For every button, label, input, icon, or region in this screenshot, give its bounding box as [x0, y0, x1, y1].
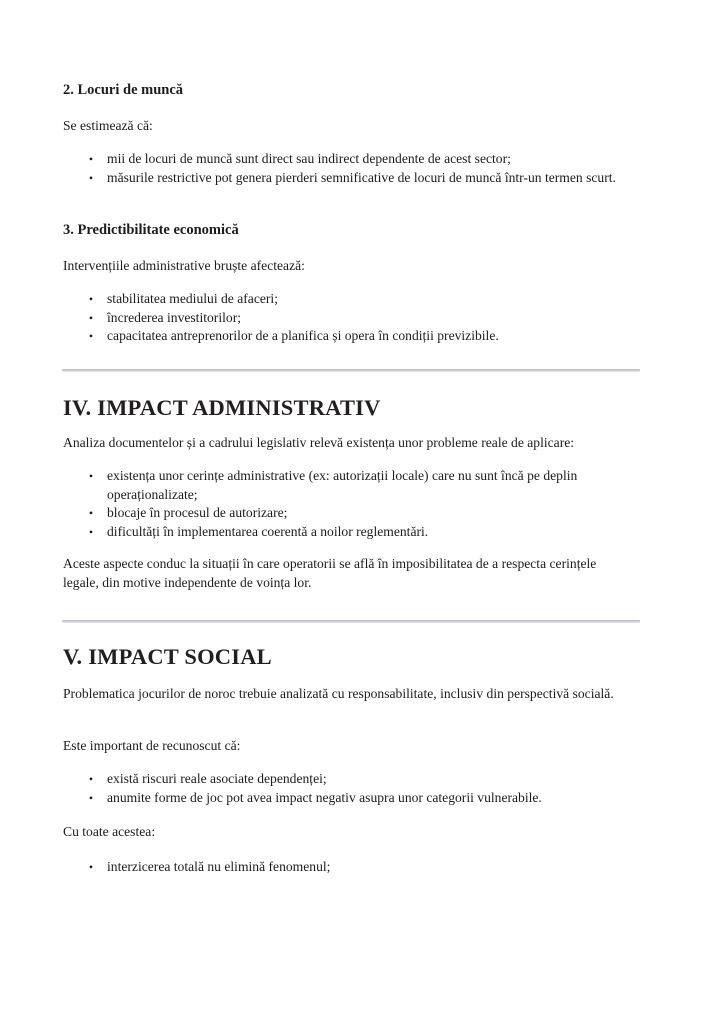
section-2-list	[85, 150, 630, 187]
section-5-title: V. IMPACT SOCIAL	[63, 644, 272, 669]
bullet-icon: •	[88, 152, 94, 166]
section-3-intro: Intervențiile administrative bruște afectează:	[63, 258, 305, 273]
list-item: • măsurile restrictive pot genera pierderi semnificative de locuri de muncă într-un termen scurt.	[85, 169, 630, 188]
bullet-icon: •	[88, 170, 94, 185]
section-divider	[62, 620, 640, 623]
bullet-icon: •	[88, 469, 94, 483]
section-5-intro: Problematica jocurilor de noroc trebuie analizată cu responsabilitate, inclusiv din perspectivă socială.	[63, 686, 614, 701]
section-5-list	[85, 770, 645, 807]
section-2-intro: Se estimează că:	[63, 118, 153, 133]
bullet-icon: •	[88, 524, 94, 539]
list-item: • există riscuri reale asociate dependenței;	[85, 770, 645, 789]
section-3-list	[85, 290, 645, 346]
section-4-conclusion: Aceste aspecte conduc la situații în care operatorii se află în imposibilitatea de a respecta cerințele legale, din motive independente de voința lor.	[63, 556, 597, 590]
section-5-important: Este important de recunoscut că:	[63, 738, 241, 753]
list-item: • interzicerea totală nu elimină fenomenul;	[85, 858, 645, 877]
section-5-list-2	[85, 858, 645, 877]
bullet-icon: •	[88, 329, 94, 343]
list-item: • anumite forme de joc pot avea impact negativ asupra unor categorii vulnerabile.	[85, 789, 645, 808]
section-5-however: Cu toate acestea:	[63, 824, 156, 839]
list-item: • blocaje în procesul de autorizare;	[85, 504, 630, 523]
section-4-title: IV. IMPACT ADMINISTRATIV	[63, 395, 381, 420]
list-item: • capacitatea antreprenorilor de a planifica și opera în condiții previzibile.	[85, 327, 645, 346]
bullet-icon: •	[88, 310, 94, 325]
bullet-icon: •	[88, 506, 94, 520]
section-divider	[62, 369, 640, 372]
list-item: • stabilitatea mediului de afaceri;	[85, 290, 645, 309]
list-item: • încrederea investitorilor;	[85, 309, 645, 328]
list-item: • mii de locuri de muncă sunt direct sau indirect dependente de acest sector;	[85, 150, 630, 169]
list-item: • dificultăți în implementarea coerentă a noilor reglementări.	[85, 523, 630, 542]
bullet-icon: •	[88, 772, 94, 786]
section-4-intro: Analiza documentelor și a cadrului legislativ relevă existența unor probleme reale de aplicare:	[63, 435, 575, 450]
list-item: • existența unor cerințe administrative (ex: autorizații locale) care nu sunt încă pe deplin operaționalizate;	[85, 467, 630, 504]
bullet-icon: •	[88, 790, 94, 805]
section-4-list	[85, 467, 630, 541]
bullet-icon: •	[88, 860, 94, 874]
section-2-heading: 2. Locuri de muncă	[63, 82, 184, 98]
section-3-heading: 3. Predictibilitate economică	[63, 222, 239, 238]
bullet-icon: •	[88, 292, 94, 306]
